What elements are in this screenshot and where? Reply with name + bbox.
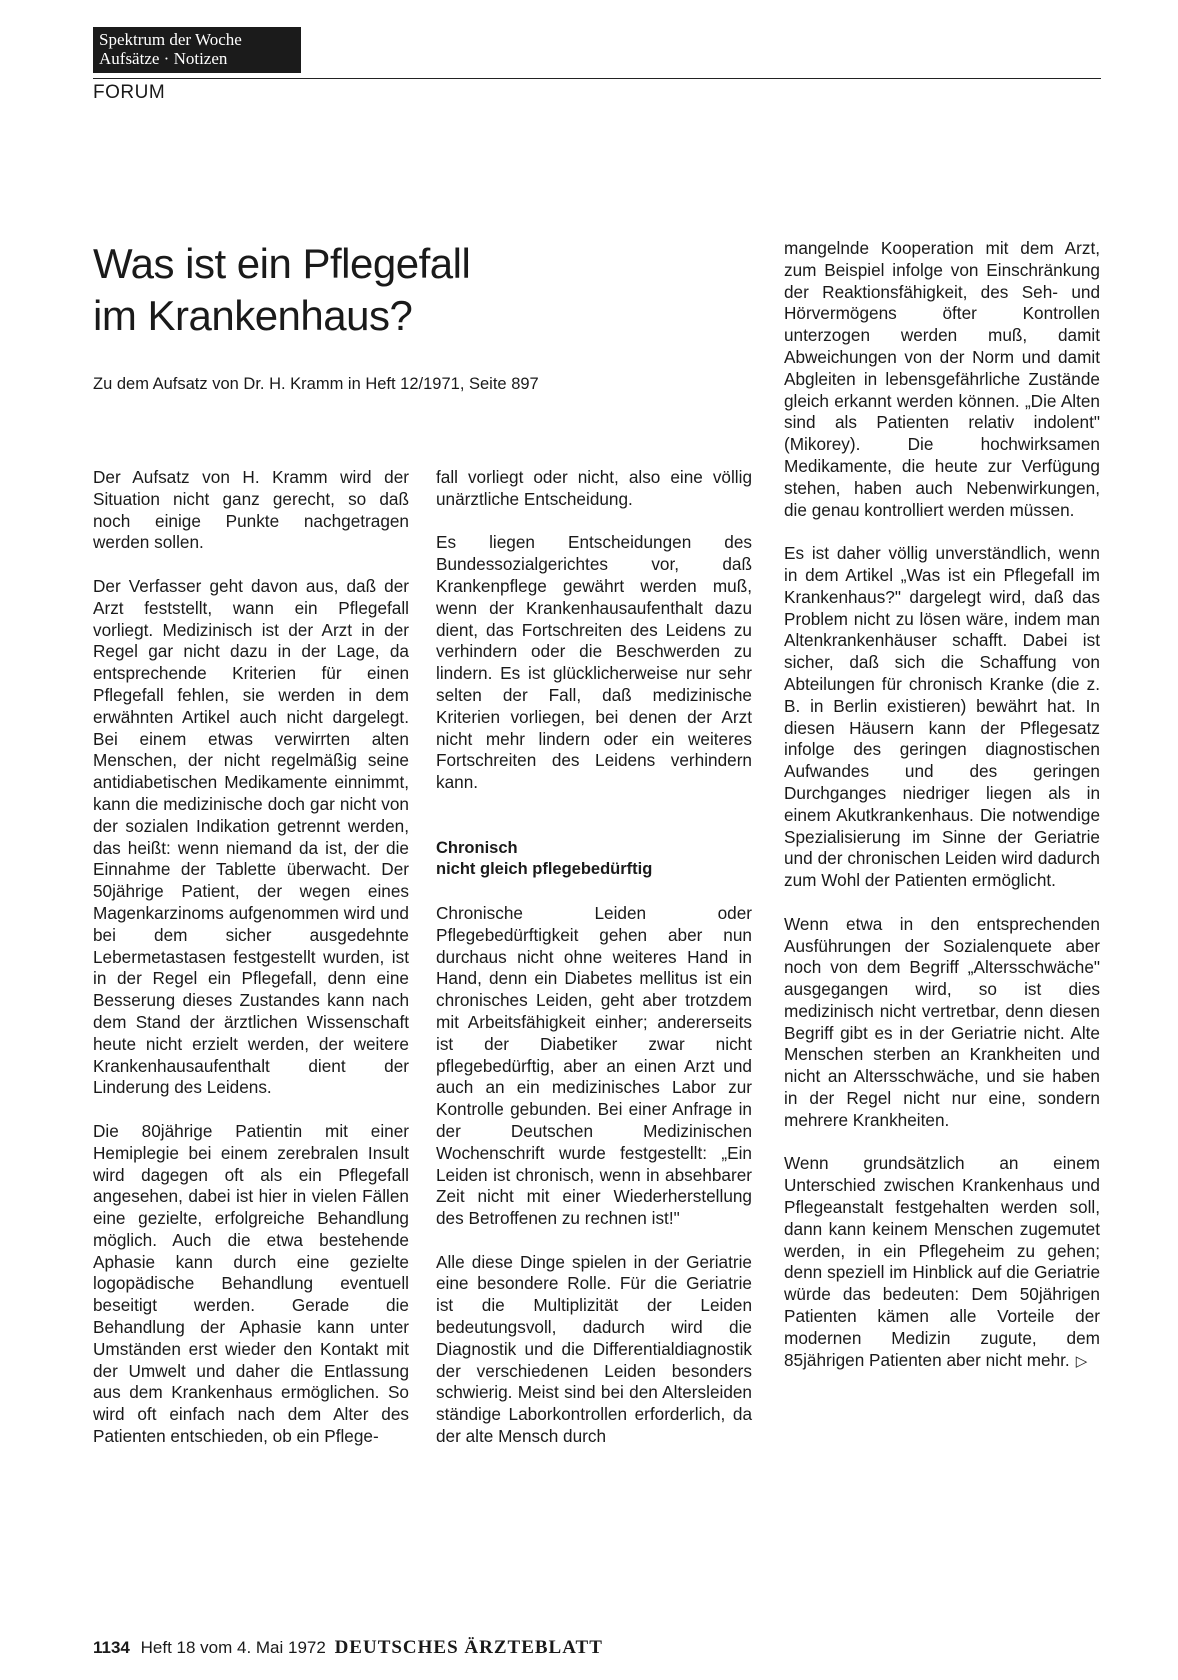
paragraph-last (784, 1153, 1100, 1372)
section-heading-line-2: nicht gleich pflegebedürftig (436, 860, 653, 879)
paragraph: fall vorliegt oder nicht, also eine völlig unärztliche Entscheidung. (436, 467, 752, 509)
forum-label: FORUM (93, 82, 166, 103)
text-column-3 (784, 238, 1100, 1394)
title-line-1: Was ist ein Pflegefall (93, 240, 471, 287)
paragraph: Es liegen Entscheidungen des Bundessozialgerichtes vor, daß Krankenpflege gewährt werden muß, wenn der Krankenhausaufenthalt dazu dient, das Fortschreiten des Leidens zu verhindern oder die Beschwerden zu lindern. Es ist glücklicherweise nur sehr selten der Fall, daß medizinische Kriterien vorliegen, bei denen der Arzt nicht mehr lindern oder ein weiteres Fortschreiten des Leidens verhindern kann. (436, 532, 752, 793)
issue-info: Heft 18 vom 4. Mai 1972 (140, 1638, 326, 1657)
journal-name: DEUTSCHES ÄRZTEBLATT (334, 1637, 603, 1658)
page-footer (93, 1637, 603, 1659)
paragraph-text: Wenn grundsätzlich an einem Unterschied zwischen Krankenhaus und Pflegeanstalt festgehalten werden soll, dann kann keinem Menschen zugemutet werden, in ein Pflegeheim zu gehen; denn speziell im Hinblick auf die Geriatrie würde das bedeuten: Dem 50jährigen Patienten kämen alle Vorteile der modernen Medizin zugute, dem 85jährigen Patienten aber nicht mehr. (784, 1153, 1100, 1370)
title-line-2: im Krankenhaus? (93, 292, 413, 339)
paragraph: Chronische Leiden oder Pflegebedürftigkeit gehen aber nun durchaus nicht ohne weiteres Hand in Hand, denn ein Diabetes mellitus ist ein chronisches Leiden, geht aber trotzdem mit Arbeitsfähigkeit einher; andererseits ist der Diabetiker zwar nicht pflegebedürftig, aber an einen Arzt und auch an ein medizinisches Labor zur Kontrolle gebunden. Bei einer Anfrage in der Deutschen Medizinischen Wochenschrift wurde festgestellt: „Ein Leiden ist chronisch, wenn in absehbarer Zeit nicht mit einer Wiederherstellung des Betroffenen zu rechnen ist!" (436, 902, 752, 1229)
section-label-box (93, 27, 301, 73)
paragraph: mangelnde Kooperation mit dem Arzt, zum Beispiel infolge von Einschränkung der Reaktionsfähigkeit, des Seh- und Hörvermögens öfter Kontrollen unterzogen werden muß, damit Abweichungen von der Norm und damit Abgleiten in lebensgefährliche Zustände gleich erkannt werden können. „Die Alten sind als Patienten relativ indolent" (Mikorey). Die hochwirksamen Medikamente, die heute zur Verfügung stehen, haben auch Nebenwirkungen, die genau kontrolliert werden müssen. (784, 238, 1100, 520)
paragraph: Der Aufsatz von H. Kramm wird der Situation nicht ganz gerecht, so daß noch einige Punkte nachgetragen werden sollen. (93, 467, 409, 553)
article-title (93, 238, 613, 342)
page-number: 1134 (93, 1638, 130, 1657)
paragraph: Die 80jährige Patientin mit einer Hemiplegie bei einem zerebralen Insult wird dagegen oft als ein Pflegefall angesehen, dabei ist hier in vielen Fällen eine gezielte, erfolgreiche Behandlung möglich. Auch die etwa bestehende Aphasie kann durch eine gezielte logopädische Behandlung eventuell beseitigt werden. Gerade die Behandlung der Aphasie kann unter Umständen erst wieder den Kontakt mit der Umwelt und daher die Entlassung aus dem Krankenhaus ermöglichen. So wird oft einfach nach dem Alter des Patienten entschieden, ob ein Pflege- (93, 1120, 409, 1447)
text-column-2 (436, 467, 752, 1470)
section-heading (436, 838, 752, 882)
header-rule (93, 78, 1101, 79)
section-heading-line-1: Chronisch (436, 838, 518, 857)
article-subtitle: Zu dem Aufsatz von Dr. H. Kramm in Heft 12/1971, Seite 897 (93, 375, 539, 393)
section-label-line1: Spektrum der Woche (99, 30, 242, 49)
paragraph: Der Verfasser geht davon aus, daß der Arzt feststellt, wann ein Pflegefall vorliegt. Medizinisch ist der Arzt in der Regel gar nicht dazu in der Lage, da entsprechende Kriterien für einen Pflegefall fehlen, sie werden in dem erwähnten Artikel auch nicht dargelegt. Bei einem etwas verwirrten alten Menschen, der nicht regelmäßig seine antidiabetischen Medikamente einnimmt, kann die medizinische doch gar nicht von der sozialen Indikation getrennt werden, das heißt: wenn niemand da ist, der die Einnahme der Tablette überwacht. Der 50jährige Patient, der wegen eines Magenkarzinoms aufgenommen wird und bei dem sicher ausgedehnte Lebermetastasen festgestellt wurden, ist in der Regel ein Pflegefall, denn eine Besserung dieses Zustandes kann nach dem Stand der ärztlichen Wissenschaft heute nicht erzielt werden, der weitere Krankenhausaufenthalt dient der Linderung des Leidens. (93, 575, 409, 1098)
continue-arrow-icon: ▷ (1075, 1352, 1088, 1370)
paragraph: Es ist daher völlig unverständlich, wenn in dem Artikel „Was ist ein Pflegefall im Krankenhaus?" dargelegt wird, daß das Problem nicht zu lösen wäre, indem man Altenkrankenhäuser schafft. Dabei ist sicher, daß sich die Schaffung von Abteilungen für chronisch Kranke (die z. B. in Berlin existieren) bewährt hat. In diesen Häusern kann der Pflegesatz infolge des geringen diagnostischen Aufwandes und des geringen Durchganges niedriger liegen als in einem Akutkrankenhaus. Die notwendige Spezialisierung im Sinne der Geriatrie und der chronischen Leiden wird dadurch zum Wohl der Patienten ermöglicht. (784, 543, 1100, 891)
paragraph: Alle diese Dinge spielen in der Geriatrie eine besondere Rolle. Für die Geriatrie ist die Multiplizität der Leiden bedeutungsvoll, dadurch wird die Diagnostik und die Differentialdiagnostik der verschiedenen Leiden besonders schwierig. Meist sind bei den Altersleiden ständige Laborkontrollen erforderlich, da der alte Mensch durch (436, 1251, 752, 1447)
text-column-1 (93, 467, 409, 1470)
section-label-line2: Aufsätze · Notizen (99, 49, 228, 68)
paragraph: Wenn etwa in den entsprechenden Ausführungen der Sozialenquete aber noch von dem Begriff „Altersschwäche" ausgegangen wird, so ist dies medizinisch nicht vertretbar, denn diesen Begriff gibt es in der Geriatrie nicht. Alte Menschen sterben an Krankheiten und nicht an Altersschwäche, und sie haben in der Regel nicht nur eine, sondern mehrere Krankheiten. (784, 913, 1100, 1130)
